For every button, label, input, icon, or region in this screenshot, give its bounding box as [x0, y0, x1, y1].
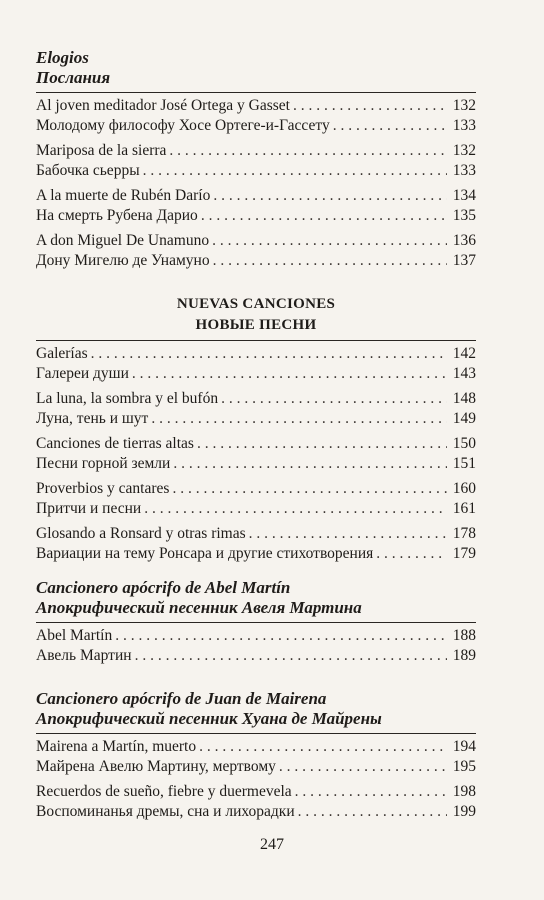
- dot-leader: [295, 782, 447, 802]
- toc-entry-title: Дону Мигелю де Унамуно: [36, 252, 210, 269]
- toc-entry-title: Притчи и песни: [36, 500, 142, 517]
- toc-entry: [36, 782, 476, 802]
- toc-entries: [36, 96, 476, 271]
- toc-entry-title: Glosando a Ronsard y otras rimas: [36, 525, 246, 542]
- toc-entry-page: 142: [452, 345, 476, 362]
- toc-entry-title: La luna, la sombra y el bufón: [36, 390, 219, 407]
- dot-leader: [197, 434, 447, 454]
- toc-entry-title: Recuerdos de sueño, fiebre y duermevela: [36, 783, 292, 800]
- toc-entry-page: 189: [452, 647, 476, 664]
- toc-entry: [36, 524, 476, 544]
- toc-entry: [36, 479, 476, 499]
- toc-group: [36, 141, 476, 181]
- toc-group: [36, 389, 476, 429]
- toc-entries: [36, 344, 476, 564]
- toc-entry-page: 198: [452, 783, 476, 800]
- toc-entry-page: 195: [452, 758, 476, 775]
- toc-entry-title: Mariposa de la sierra: [36, 142, 167, 159]
- dot-leader: [293, 96, 447, 116]
- toc-entry-page: 179: [452, 545, 476, 562]
- toc-entry-page: 149: [452, 410, 476, 427]
- toc-entry-title: Proverbios y cantares: [36, 480, 170, 497]
- dot-leader: [143, 161, 447, 181]
- toc-entry-title: Abel Martín: [36, 627, 113, 644]
- toc-entry-page: 133: [452, 162, 476, 179]
- dot-leader: [201, 206, 447, 226]
- section-divider: [36, 340, 476, 341]
- toc-entry-page: 151: [452, 455, 476, 472]
- toc-group: [36, 626, 476, 666]
- dot-leader: [213, 186, 447, 206]
- dot-leader: [169, 141, 447, 161]
- toc-entry: [36, 251, 476, 271]
- toc-entry: [36, 141, 476, 161]
- section-divider: [36, 622, 476, 623]
- toc-entry-page: 188: [452, 627, 476, 644]
- section-title-es: Cancionero apócrifo de Juan de Mairena: [36, 689, 327, 708]
- toc-entry: [36, 544, 476, 564]
- dot-leader: [135, 646, 447, 666]
- toc-entry-page: 178: [452, 525, 476, 542]
- toc-entry-page: 133: [452, 117, 476, 134]
- toc-entry-title: Галереи души: [36, 365, 129, 382]
- toc-entry-title: Al joven meditador José Ortega y Gasset: [36, 97, 290, 114]
- toc-entry-page: 137: [452, 252, 476, 269]
- dot-leader: [376, 544, 447, 564]
- dot-leader: [115, 626, 447, 646]
- toc-entry-title: Canciones de tierras altas: [36, 435, 194, 452]
- toc-entry: [36, 96, 476, 116]
- toc-entry: [36, 231, 476, 251]
- dot-leader: [172, 479, 447, 499]
- section-divider: [36, 92, 476, 93]
- toc-entry: [36, 737, 476, 757]
- toc-entry: [36, 364, 476, 384]
- dot-leader: [144, 499, 447, 519]
- section-elogios: [36, 48, 476, 276]
- toc-entry: [36, 434, 476, 454]
- toc-entry-title: A la muerte de Rubén Darío: [36, 187, 211, 204]
- toc-entry-title: Mairena a Martín, muerto: [36, 738, 197, 755]
- section-divider: [36, 733, 476, 734]
- toc-entry-title: Galerías: [36, 345, 88, 362]
- toc-entry-page: 132: [452, 97, 476, 114]
- toc-entry: [36, 646, 476, 666]
- dot-leader: [333, 116, 447, 136]
- toc-entry-title: Бабочка сьерры: [36, 162, 140, 179]
- toc-entry-title: На смерть Рубена Дарио: [36, 207, 198, 224]
- dot-leader: [91, 344, 447, 364]
- dot-leader: [213, 251, 447, 271]
- dot-leader: [298, 802, 447, 822]
- toc-entry-page: 135: [452, 207, 476, 224]
- toc-group: [36, 96, 476, 136]
- toc-group: [36, 524, 476, 564]
- toc-entry-title: Майрена Авелю Мартину, мертвому: [36, 758, 276, 775]
- toc-entry: [36, 454, 476, 474]
- toc-entry: [36, 344, 476, 364]
- section-title-ru: НОВЫЕ ПЕСНИ: [195, 317, 317, 333]
- toc-entry: [36, 499, 476, 519]
- toc-entry-page: 136: [452, 232, 476, 249]
- toc-entry: [36, 757, 476, 777]
- toc-entry-page: 161: [452, 500, 476, 517]
- toc-entry-page: 143: [452, 365, 476, 382]
- toc-group: [36, 737, 476, 777]
- toc-entry: [36, 389, 476, 409]
- toc-entry: [36, 409, 476, 429]
- dot-leader: [212, 231, 447, 251]
- section-title-es: Elogios: [36, 48, 89, 67]
- toc-entry-page: 160: [452, 480, 476, 497]
- toc-group: [36, 186, 476, 226]
- toc-group: [36, 479, 476, 519]
- toc-group: [36, 231, 476, 271]
- section-title-es: NUEVAS CANCIONES: [176, 296, 336, 312]
- dot-leader: [199, 737, 447, 757]
- page-number: 247: [260, 836, 284, 853]
- section-nuevas-canciones: [36, 294, 476, 569]
- toc-entry: [36, 206, 476, 226]
- dot-leader: [221, 389, 447, 409]
- toc-group: [36, 782, 476, 822]
- toc-entry-page: 199: [452, 803, 476, 820]
- toc-entry-title: A don Miguel De Unamuno: [36, 232, 210, 249]
- toc-entry-page: 148: [452, 390, 476, 407]
- toc-entry-title: Вариации на тему Ронсара и другие стихотворения: [36, 545, 374, 562]
- toc-entry-page: 150: [452, 435, 476, 452]
- dot-leader: [279, 757, 447, 777]
- section-juan-de-mairena: [36, 689, 476, 827]
- section-title-ru: Послания: [36, 68, 111, 87]
- toc-entry: [36, 186, 476, 206]
- toc-entry-page: 132: [452, 142, 476, 159]
- toc-entry-title: Песни горной земли: [36, 455, 171, 472]
- section-abel-martin: [36, 578, 476, 671]
- dot-leader: [151, 409, 447, 429]
- toc-entry-page: 134: [452, 187, 476, 204]
- toc-group: [36, 434, 476, 474]
- toc-group: [36, 344, 476, 384]
- dot-leader: [173, 454, 447, 474]
- section-title-es: Cancionero apócrifo de Abel Martín: [36, 578, 291, 597]
- toc-entry: [36, 116, 476, 136]
- toc-entries: [36, 737, 476, 822]
- toc-entry-title: Воспоминанья дремы, сна и лихорадки: [36, 803, 295, 820]
- toc-entry-title: Луна, тень и шут: [36, 410, 149, 427]
- toc-entries: [36, 626, 476, 666]
- toc-entry: [36, 626, 476, 646]
- toc-entry-page: 194: [452, 738, 476, 755]
- dot-leader: [132, 364, 447, 384]
- toc-entry: [36, 802, 476, 822]
- toc-entry-title: Молодому философу Хосе Ортеге-и-Гассету: [36, 117, 330, 134]
- dot-leader: [249, 524, 447, 544]
- section-title-ru: Апокрифический песенник Хуана де Майрены: [36, 709, 382, 728]
- toc-entry-title: Авель Мартин: [36, 647, 132, 664]
- section-title-ru: Апокрифический песенник Авеля Мартина: [36, 598, 362, 617]
- toc-entry: [36, 161, 476, 181]
